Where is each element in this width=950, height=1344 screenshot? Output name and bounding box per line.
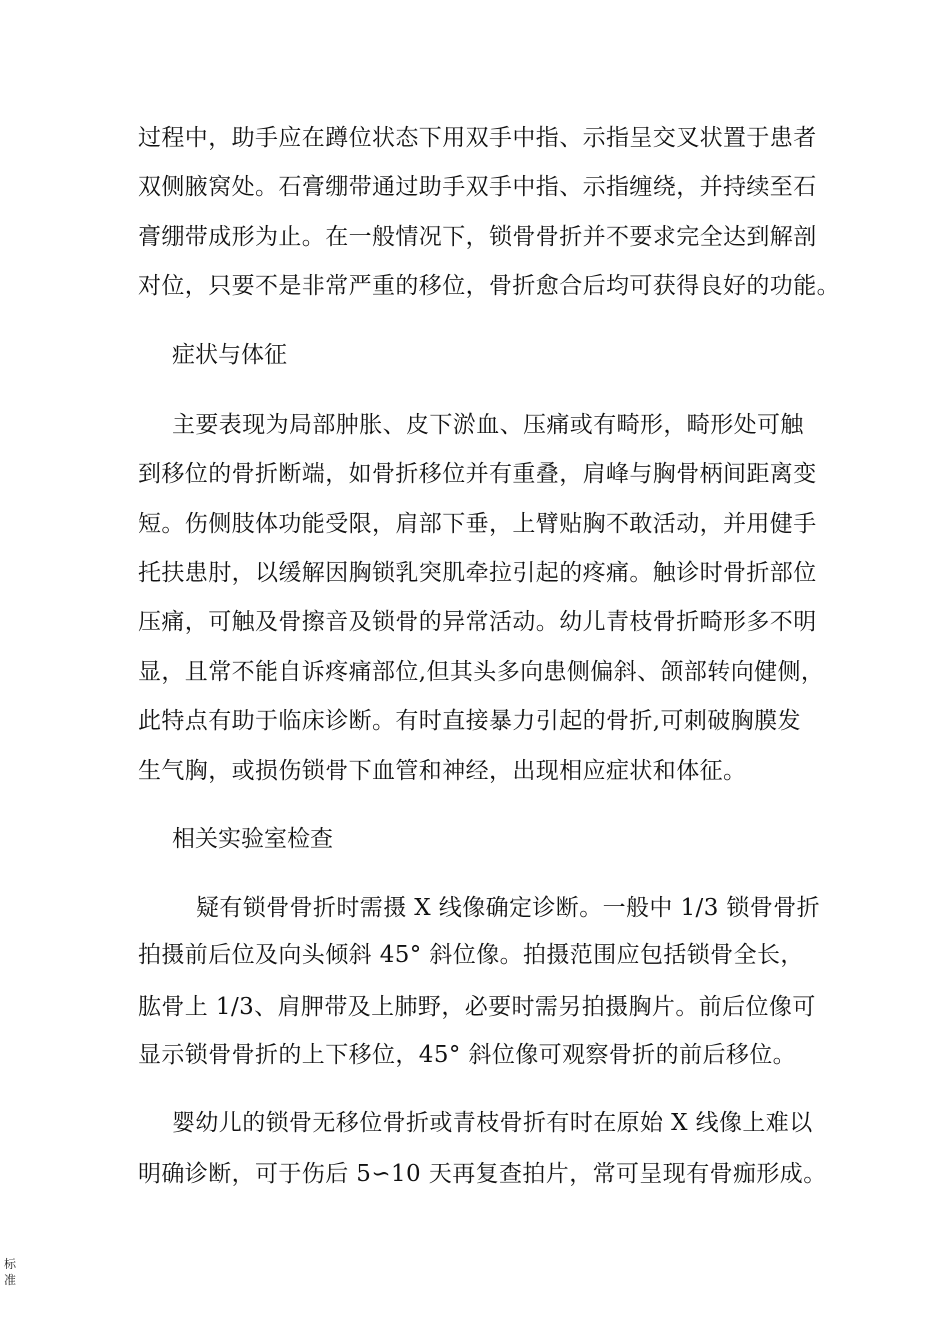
text-line: 显示锁骨骨折的上下移位，45° 斜位像可观察骨折的前后移位。 xyxy=(138,1042,797,1068)
text-line: 婴幼儿的锁骨无移位骨折或青枝骨折有时在原始 X 线像上难以 xyxy=(172,1110,813,1136)
footer-mark-char: 准 xyxy=(4,1273,17,1287)
text-line: 肱骨上 1/3、肩胛带及上肺野，必要时需另拍摄胸片。前后位像可 xyxy=(138,994,816,1020)
text-line: 双侧腋窝处。石膏绷带通过助手双手中指、示指缠绕，并持续至石 xyxy=(138,174,817,200)
text-line: 主要表现为局部肿胀、皮下淤血、压痛或有畸形，畸形处可触 xyxy=(172,412,804,438)
text-line: 显，且常不能自诉疼痛部位,但其头多向患侧偏斜、颌部转向健侧， xyxy=(138,659,825,685)
footer-mark xyxy=(4,1256,18,1288)
text-line: 明确诊断，可于伤后 5∽10 天再复查拍片，常可呈现有骨痂形成。 xyxy=(138,1161,827,1187)
section-heading-lab-tests: 相关实验室检查 xyxy=(172,826,333,852)
text-line: 压痛，可触及骨擦音及锁骨的异常活动。幼儿青枝骨折畸形多不明 xyxy=(138,609,817,635)
text-line: 疑有锁骨骨折时需摄 X 线像确定诊断。一般中 1/3 锁骨骨折 xyxy=(196,895,821,921)
section-heading-symptoms: 症状与体征 xyxy=(172,342,287,368)
text-line: 对位，只要不是非常严重的移位，骨折愈合后均可获得良好的功能。 xyxy=(138,273,840,299)
text-line: 短。伤侧肢体功能受限，肩部下垂，上臂贴胸不敢活动，并用健手 xyxy=(138,511,817,537)
text-line: 此特点有助于临床诊断。有时直接暴力引起的骨折,可刺破胸膜发 xyxy=(138,708,801,734)
text-line: 过程中，助手应在蹲位状态下用双手中指、示指呈交叉状置于患者 xyxy=(138,125,817,151)
text-line: 生气胸，或损伤锁骨下血管和神经，出现相应症状和体征。 xyxy=(138,758,747,784)
footer-mark-char: 标 xyxy=(4,1257,17,1271)
text-line: 膏绷带成形为止。在一般情况下，锁骨骨折并不要求完全达到解剖 xyxy=(138,224,817,250)
text-line: 到移位的骨折断端，如骨折移位并有重叠，肩峰与胸骨柄间距离变 xyxy=(138,461,817,487)
text-line: 拍摄前后位及向头倾斜 45° 斜位像。拍摄范围应包括锁骨全长， xyxy=(138,942,804,968)
text-line: 托扶患肘，以缓解因胸锁乳突肌牵拉引起的疼痛。触诊时骨折部位 xyxy=(138,560,817,586)
